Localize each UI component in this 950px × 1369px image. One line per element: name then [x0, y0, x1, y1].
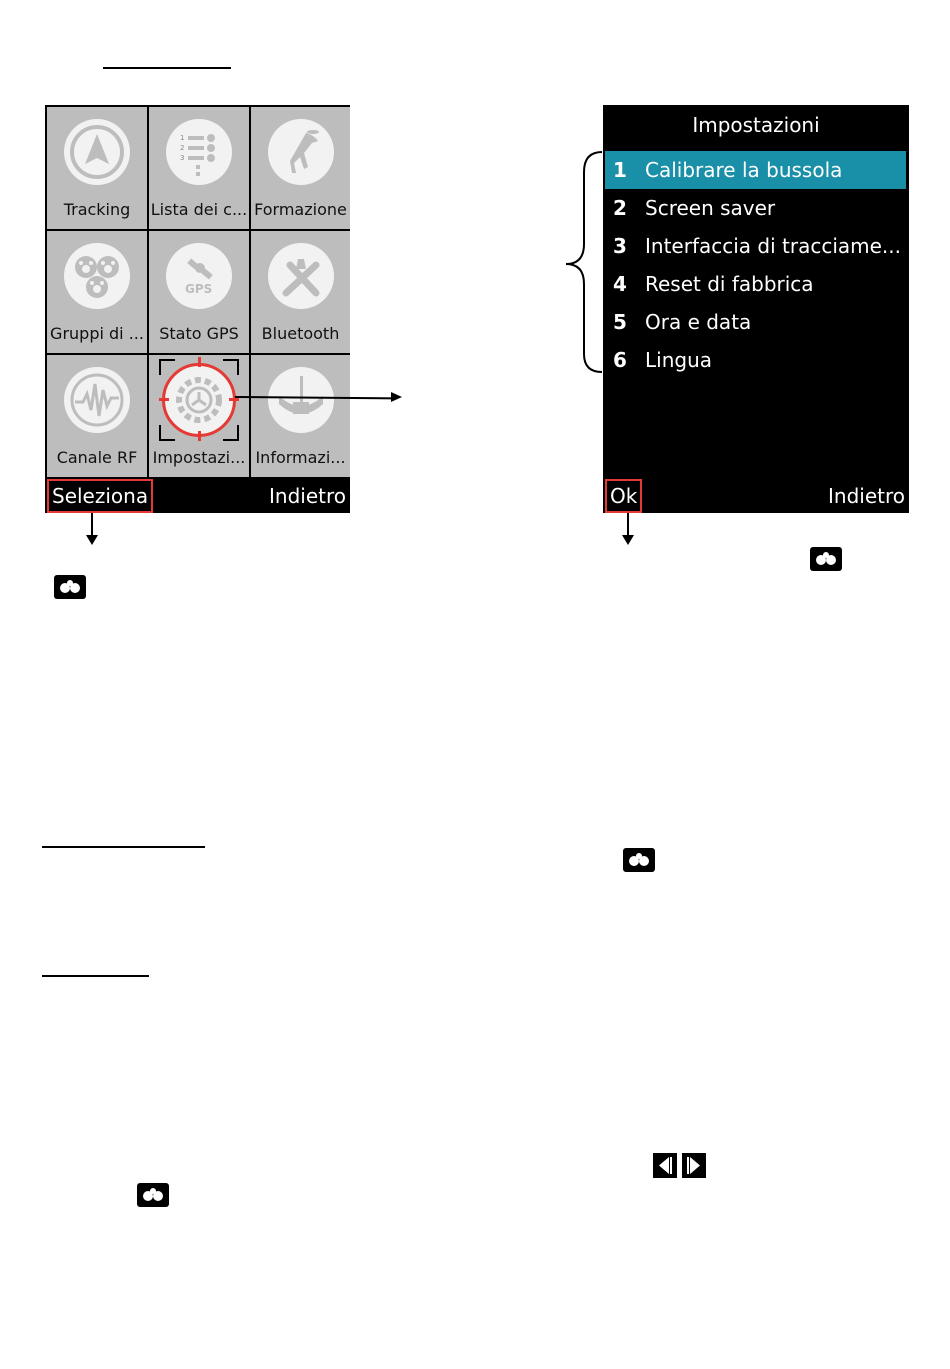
select-softkey[interactable]: Seleziona: [47, 479, 153, 513]
rf-wave-icon: [64, 367, 130, 433]
tile-label: Stato GPS: [159, 324, 239, 343]
left-arrow-button-icon: [653, 1153, 677, 1178]
collar-info-icon: [268, 367, 334, 433]
menu-item-language[interactable]: 6 Lingua: [613, 348, 713, 372]
dog-list-icon: [166, 119, 232, 185]
right-arrow-button-icon: [682, 1153, 706, 1178]
tile-dog-list[interactable]: [149, 107, 249, 229]
heading-underline: [103, 67, 231, 69]
tile-label: Gruppi di ...: [50, 324, 144, 343]
tile-groups[interactable]: [47, 231, 147, 353]
navigation-arrow-icon: [64, 119, 130, 185]
tile-label: Canale RF: [56, 448, 138, 467]
bluetooth-icon: [268, 243, 334, 309]
arrow-head-icon: [622, 535, 634, 545]
menu-grid: [47, 107, 348, 477]
tile-label: Impostazi...: [152, 448, 246, 467]
tile-gps-status[interactable]: [149, 231, 249, 353]
menu-item-screen-saver[interactable]: 2 Screen saver: [613, 196, 776, 220]
paw-button-icon: [623, 848, 655, 872]
curly-brace: [562, 150, 604, 375]
back-softkey[interactable]: Indietro: [828, 484, 905, 508]
menu-item-factory-reset[interactable]: 4 Reset di fabbrica: [613, 272, 814, 296]
tile-label: Lista dei c...: [150, 200, 248, 219]
ok-softkey[interactable]: Ok: [605, 479, 642, 513]
tile-rf-channel[interactable]: [47, 355, 147, 477]
tile-tracking[interactable]: [47, 107, 147, 229]
gps-satellite-icon: [166, 243, 232, 309]
section-underline: [42, 846, 205, 848]
svg-text:1: 1: [180, 134, 185, 142]
tile-label: Formazione: [254, 200, 347, 219]
main-menu-screen: [45, 105, 350, 513]
tile-bluetooth[interactable]: [251, 231, 350, 353]
menu-item-time-date[interactable]: 5 Ora e data: [613, 310, 752, 334]
back-softkey[interactable]: Indietro: [269, 484, 346, 508]
paw-button-icon: [137, 1183, 169, 1207]
menu-item-calibrate-compass[interactable]: 1 Calibrare la bussola: [605, 151, 906, 189]
tile-training[interactable]: [251, 107, 350, 229]
paw-button-icon: [54, 575, 86, 599]
svg-text:2: 2: [180, 144, 185, 152]
training-dog-icon: [268, 119, 334, 185]
arrow-head-icon: [86, 535, 98, 545]
paw-groups-icon: [64, 243, 130, 309]
screen-title: Impostazioni: [692, 113, 820, 137]
tile-settings[interactable]: [149, 355, 249, 477]
paw-button-icon: [810, 547, 842, 571]
soft-key-bar: [603, 477, 909, 513]
svg-text:GPS: GPS: [185, 282, 213, 296]
svg-text:3: 3: [180, 154, 185, 162]
soft-key-bar: [45, 477, 350, 513]
tile-label: Informazi...: [255, 448, 346, 467]
section-underline: [42, 975, 149, 977]
target-crosshair-icon: [159, 357, 239, 441]
arrow-head-icon: [391, 391, 403, 403]
tile-label: Bluetooth: [261, 324, 340, 343]
tile-label: Tracking: [63, 200, 131, 219]
settings-menu: [603, 151, 909, 379]
settings-screen: [603, 105, 909, 513]
tile-info[interactable]: [251, 355, 350, 477]
menu-item-tracking-interface[interactable]: 3 Interfaccia di tracciame...: [613, 234, 901, 258]
